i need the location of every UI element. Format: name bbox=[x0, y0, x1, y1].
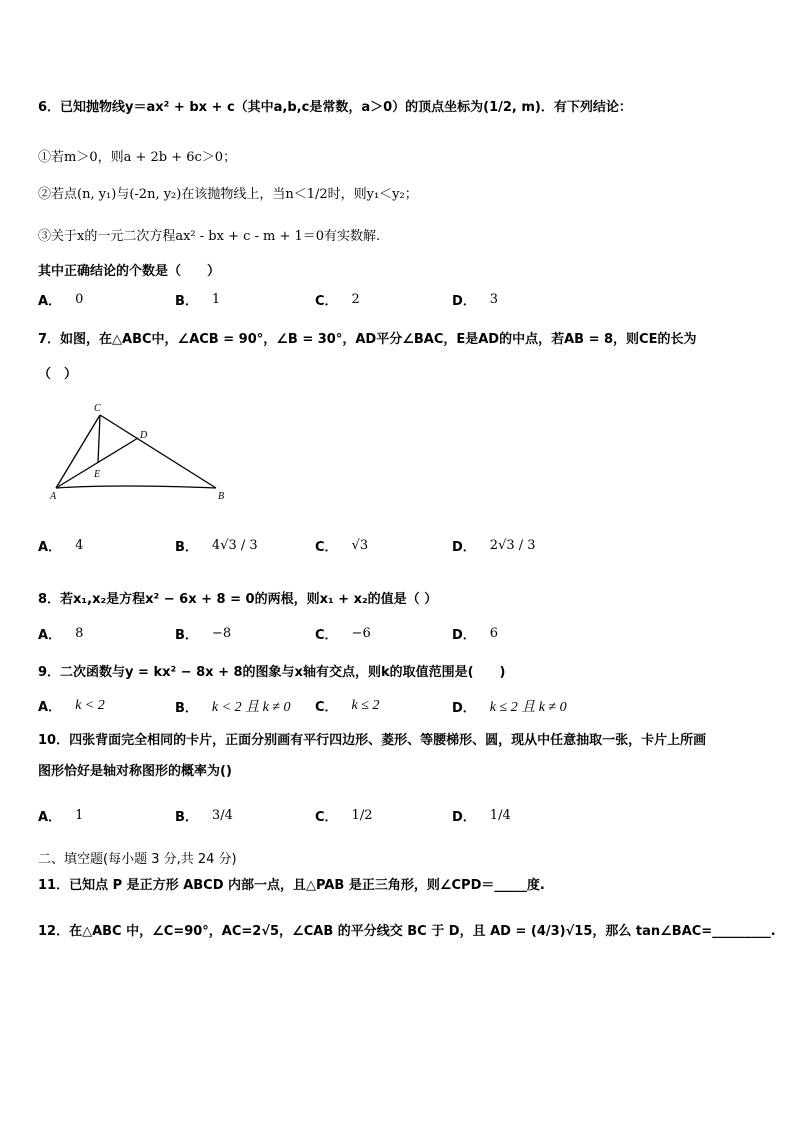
section-fill-in-blank-heading: 二、填空题(每小题 3 分,共 24 分) bbox=[38, 852, 237, 867]
triangle-diagram bbox=[48, 400, 238, 505]
q9-option-a[interactable]: A． k < 2 bbox=[38, 697, 105, 715]
segment-ce bbox=[98, 415, 100, 463]
q11-stem: 11．已知点 P 是正方形 ABCD 内部一点，且△PAB 是正三角形，则∠CPD＝_____度. bbox=[38, 878, 545, 893]
q10-stem-line1: 10．四张背面完全相同的卡片，正面分别画有平行四边形、菱形、等腰梯形、圆，现从中任意抽取一张，卡片上所画 bbox=[38, 733, 707, 748]
q6-stem: 6．已知抛物线y＝ax² + bx + c（其中a,b,c是常数，a＞0）的顶点坐标为(1/2, m)．有下列结论： bbox=[38, 100, 632, 115]
segment-ad bbox=[56, 438, 138, 488]
label-c: C bbox=[94, 403, 101, 414]
q7-option-b[interactable]: B． 4√3 / 3 bbox=[175, 538, 258, 555]
q7-paren: （ ） bbox=[38, 367, 78, 382]
q7-option-a[interactable]: A． 4 bbox=[38, 538, 84, 555]
q6-conclusion-2: ②若点(n, y₁)与(-2n, y₂)在该抛物线上，当n＜1/2时，则y₁＜y₂； bbox=[38, 187, 418, 202]
q9-option-c[interactable]: C． k ≤ 2 bbox=[315, 697, 380, 715]
q8-option-a[interactable]: A． 8 bbox=[38, 626, 84, 643]
q10-option-d[interactable]: D． 1/4 bbox=[452, 808, 511, 825]
triangle-figure bbox=[48, 400, 238, 505]
segment-cb bbox=[100, 415, 216, 488]
q9-options bbox=[38, 696, 758, 720]
q7-options bbox=[38, 532, 758, 568]
q10-option-c[interactable]: C． 1/2 bbox=[315, 808, 373, 825]
label-a: A bbox=[50, 491, 57, 502]
q10-options bbox=[38, 802, 758, 836]
q12-stem: 12．在△ABC 中，∠C=90°，AC=2√5，∠CAB 的平分线交 BC 于 D，且 AD = (4/3)√15，那么 tan∠BAC=_________. bbox=[38, 924, 776, 939]
q6-option-d[interactable]: D． 3 bbox=[452, 292, 499, 309]
segment-ab bbox=[56, 486, 216, 488]
q8-option-d[interactable]: D． 6 bbox=[452, 626, 499, 643]
q6-option-b[interactable]: B． 1 bbox=[175, 292, 221, 309]
q6-options bbox=[38, 290, 758, 314]
q8-option-c[interactable]: C． −6 bbox=[315, 626, 371, 643]
q8-option-b[interactable]: B． −8 bbox=[175, 626, 232, 643]
q6-option-a[interactable]: A． 0 bbox=[38, 292, 84, 309]
q10-option-b[interactable]: B． 3/4 bbox=[175, 808, 233, 825]
q10-stem-line2: 图形恰好是轴对称图形的概率为() bbox=[38, 764, 232, 779]
q9-option-d[interactable]: D． k ≤ 2 且 k ≠ 0 bbox=[452, 700, 567, 716]
q7-option-d[interactable]: D． 2√3 / 3 bbox=[452, 538, 536, 555]
label-d: D bbox=[140, 430, 148, 441]
q9-stem: 9．二次函数与y = kx² − 8x + 8的图象与x轴有交点，则k的取值范围是( ) bbox=[38, 665, 506, 680]
q6-conclusion-3: ③关于x的一元二次方程ax² - bx + c - m + 1＝0有实数解. bbox=[38, 229, 381, 244]
q7-option-c[interactable]: C． √3 bbox=[315, 538, 369, 555]
q7-stem: 7．如图，在△ABC中，∠ACB = 90°，∠B = 30°，AD平分∠BAC，E是AD的中点，若AB = 8，则CE的长为 bbox=[38, 332, 697, 347]
q10-option-a[interactable]: A． 1 bbox=[38, 808, 84, 825]
q6-option-c[interactable]: C． 2 bbox=[315, 292, 360, 309]
q8-options bbox=[38, 624, 758, 648]
q9-option-b[interactable]: B． k < 2 且 k ≠ 0 bbox=[175, 700, 291, 716]
q6-conclusion-1: ①若m＞0，则a + 2b + 6c＞0； bbox=[38, 150, 237, 165]
label-b: B bbox=[218, 491, 225, 502]
q8-stem: 8．若x₁,x₂是方程x² − 6x + 8 = 0的两根，则x₁ + x₂的值是（ ） bbox=[38, 592, 438, 607]
q6-ask: 其中正确结论的个数是（ ） bbox=[38, 264, 221, 279]
label-e: E bbox=[94, 469, 101, 480]
